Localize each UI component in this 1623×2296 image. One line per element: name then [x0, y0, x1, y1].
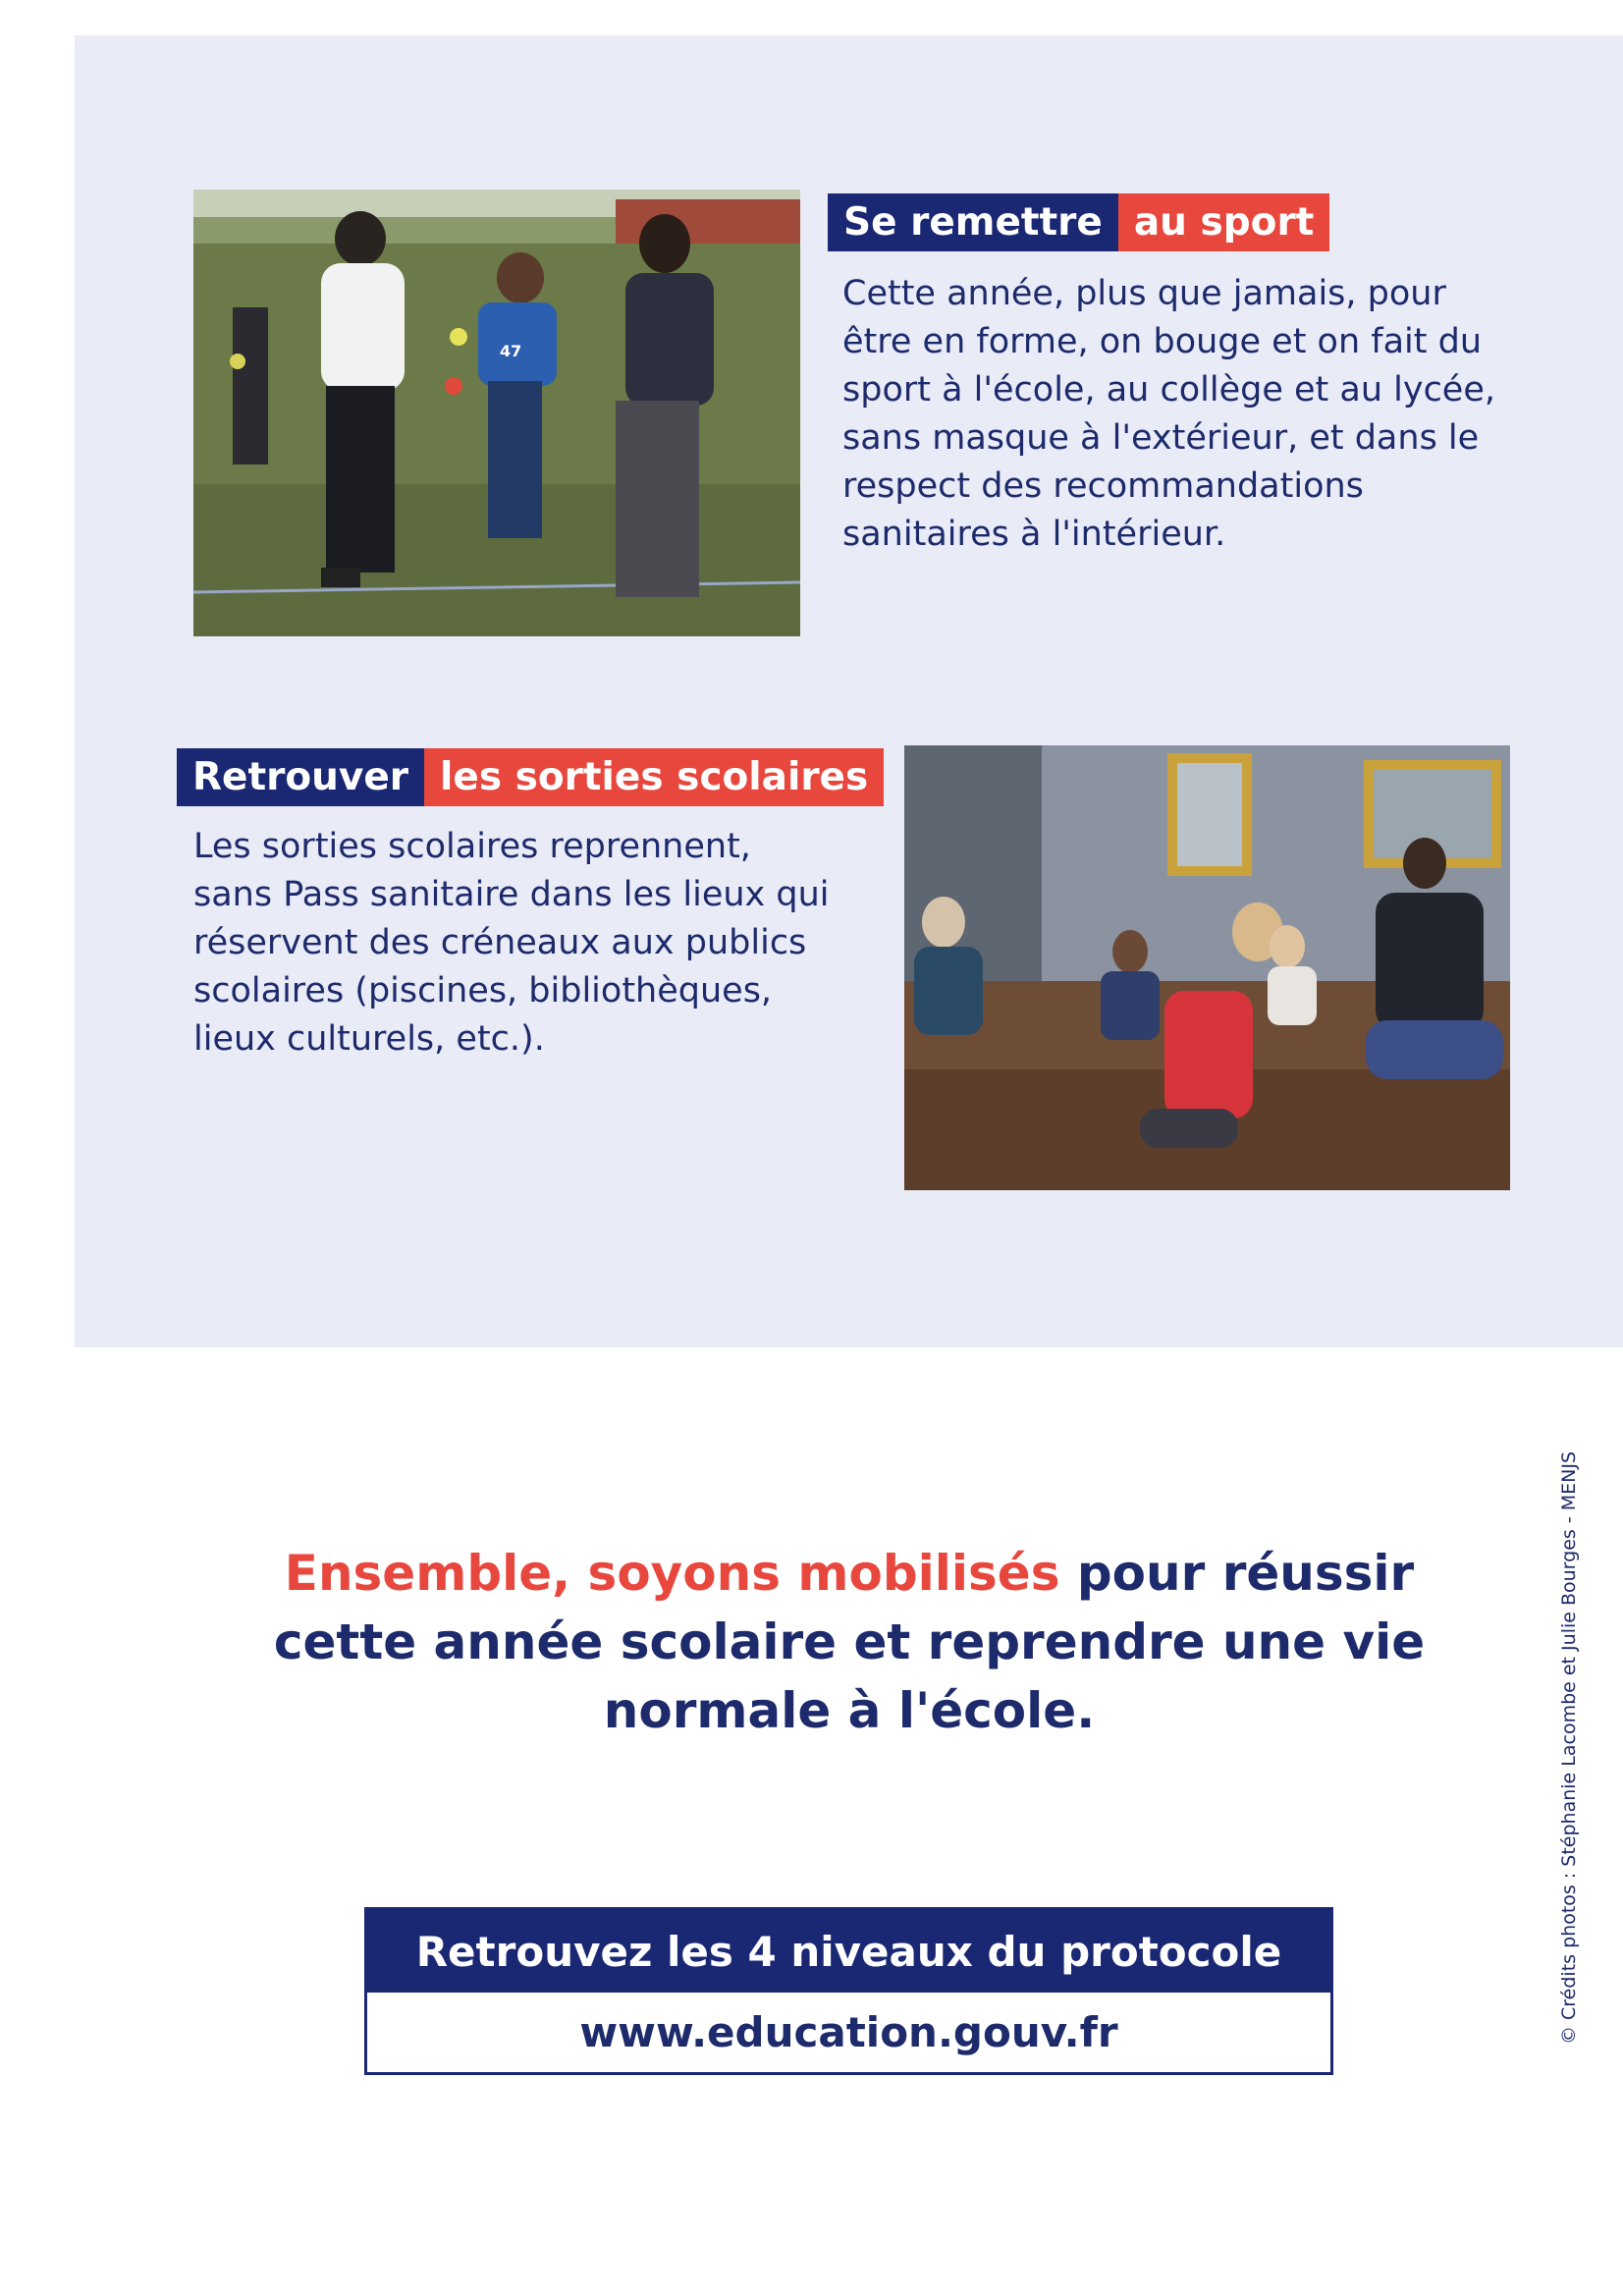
protocol-url-link[interactable]: www.education.gouv.fr [579, 2008, 1118, 2056]
sport-heading-part2: au sport [1118, 193, 1329, 251]
closing-line-2: cette année scolaire et reprendre une vie [273, 1613, 1426, 1670]
sport-paragraph-line: respect des recommandations [842, 466, 1364, 506]
museum-school-visit-photo-illustration [904, 745, 1510, 1190]
sorties-paragraph-line: scolaires (piscines, bibliothèques, [193, 971, 773, 1011]
sorties-paragraph-line: sans Pass sanitaire dans les lieux qui [193, 875, 830, 914]
protocol-heading: Retrouvez les 4 niveaux du protocole [367, 1910, 1330, 1993]
sorties-heading-part2: les sorties scolaires [424, 748, 884, 806]
closing-accent: Ensemble, soyons mobilisés [284, 1545, 1060, 1602]
sport-paragraph-line: sanitaires à l'intérieur. [842, 515, 1226, 554]
closing-line-3: normale à l'école. [603, 1682, 1096, 1739]
sport-paragraph-line: Cette année, plus que jamais, pour [842, 274, 1446, 313]
children-playing-sport-photo-illustration [193, 190, 800, 636]
sorties-paragraph-line: Les sorties scolaires reprennent, [193, 827, 751, 866]
sport-paragraph-line: être en forme, on bouge et on fait du [842, 322, 1483, 361]
sorties-paragraph [193, 823, 871, 1064]
museum-photo [904, 745, 1510, 1190]
closing-line-1 [245, 1539, 1453, 1608]
jersey-number: 47 [500, 342, 522, 360]
sorties-paragraph-line: réservent des créneaux aux publics [193, 923, 807, 962]
sorties-paragraph-line: lieux culturels, etc.). [193, 1019, 545, 1059]
sport-heading-part1: Se remettre [828, 193, 1118, 251]
sorties-heading-part1: Retrouver [177, 748, 424, 806]
closing-message [245, 1539, 1453, 1745]
protocol-box [364, 1907, 1333, 2075]
sorties-heading-tag [177, 748, 884, 806]
sport-heading-tag [828, 193, 1329, 251]
sport-photo [193, 190, 800, 636]
sport-paragraph-line: sans masque à l'extérieur, et dans le [842, 418, 1480, 458]
sport-paragraph [842, 270, 1530, 559]
sport-paragraph-line: sport à l'école, au collège et au lycée, [842, 370, 1495, 410]
closing-line-1-rest: pour réussir [1059, 1545, 1415, 1602]
photo-credits-text: © Crédits photos : Stéphanie Lacombe et Julie Bourges - MENJS [1558, 1450, 1580, 2046]
